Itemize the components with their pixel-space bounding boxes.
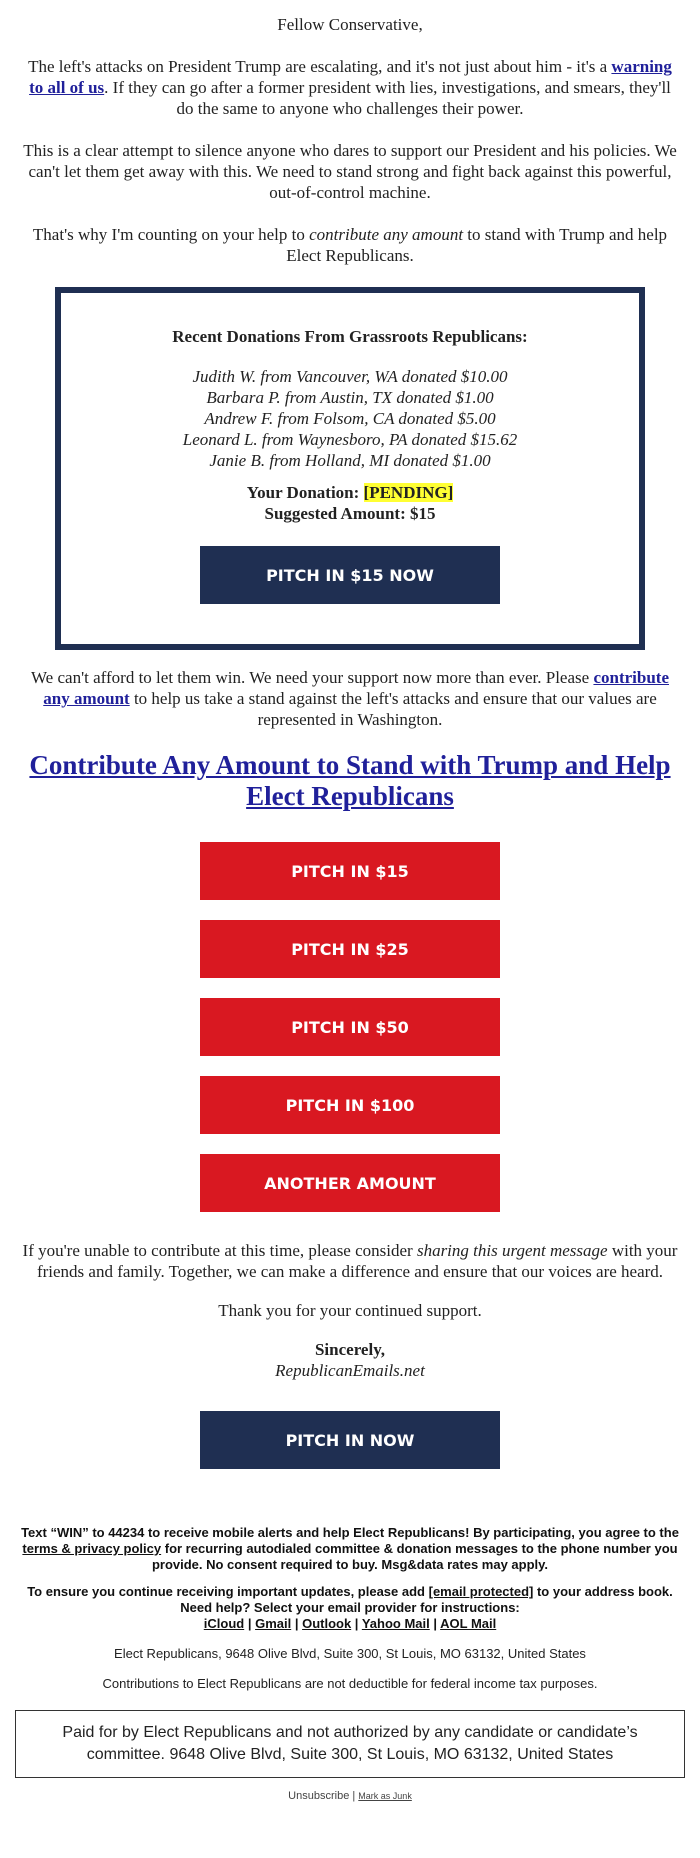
org-address: Elect Republicans, 9648 Olive Blvd, Suite 300, St Louis, MO 63132, United States [114,1646,586,1661]
aol-mail-link[interactable]: AOL Mail [440,1616,497,1631]
donor-item: Andrew F. from Folsom, CA donated $5.00 [204,409,496,428]
paragraph-counting [0,224,700,266]
pitch-in-100-button[interactable]: PITCH IN $100 [200,1076,500,1134]
unsubscribe-bar [0,1790,700,1802]
greeting: Fellow Conservative, [277,15,423,34]
address-book-notice [18,1584,682,1632]
recent-donations-box [55,287,645,650]
paid-for-disclaimer: Paid for by Elect Republicans and not authorized by any candidate or candidate’s committee. 9648 Olive Blvd, Suite 300, St Louis, MO 63132, United States [15,1710,685,1778]
headline-link[interactable]: Contribute Any Amount to Stand with Trump and Help Elect Republicans [29,750,671,811]
your-donation-line [61,482,639,503]
terms-privacy-link[interactable]: terms & privacy policy [22,1541,162,1556]
your-donation-label: Your Donation: [246,483,360,502]
donor-item: Leonard L. from Waynesboro, PA donated $15.62 [182,430,518,449]
separator: | [352,1790,356,1802]
thanks-text: Thank you for your continued support. [218,1301,482,1320]
paragraph-text: . If they can go after a former president with lies, investigations, and smears, they'll do the same to anyone who challenges their power. [104,78,671,118]
another-amount-button[interactable]: ANOTHER AMOUNT [200,1154,500,1212]
paragraph-sharing [0,1240,700,1282]
separator: | [429,1616,441,1631]
email-address-link[interactable]: [email protected] [428,1584,534,1599]
pitch-in-25-button[interactable]: PITCH IN $25 [200,920,500,978]
separator: | [244,1616,256,1631]
paragraph-text: We can't afford to let them win. We need your support now more than ever. Please [31,668,594,687]
footer-text: To ensure you continue receiving important updates, please add [27,1584,429,1599]
mark-as-junk-link[interactable]: Mark as Junk [358,1791,412,1801]
suggested-amount: Suggested Amount: $15 [264,504,436,523]
paragraph-text: That's why I'm counting on your help to [32,225,310,244]
pitch-in-now-button[interactable]: PITCH IN NOW [200,1411,500,1469]
icloud-link[interactable]: iCloud [203,1616,245,1631]
pitch-in-15-button[interactable]: PITCH IN $15 [200,842,500,900]
paragraph-text: with your friends and family. Together, we can make a difference and ensure that our voices are heard. [36,1241,678,1281]
donor-item: Judith W. from Vancouver, WA donated $10.00 [192,367,508,386]
paragraph-text: to help us take a stand against the left's attacks and ensure that our values are represented in Washington. [129,689,657,729]
tax-note: Contributions to Elect Republicans are not deductible for federal income tax purposes. [102,1676,598,1691]
warning-link[interactable]: warning to all of us [29,57,672,97]
paragraph-text: If you're unable to contribute at this time, please consider [22,1241,417,1260]
headline [22,750,678,812]
footer-text: Text “WIN” to 44234 to receive mobile alerts and help Elect Republicans! By participating, you agree to the [21,1525,679,1540]
gmail-link[interactable]: Gmail [255,1616,292,1631]
pending-status-badge: [PENDING] [363,483,454,502]
paragraph-silence: This is a clear attempt to silence anyone who dares to support our President and his policies. We can't let them get away with this. We need to stand strong and fight back against this powerful, out-of-control machine. [23,141,677,202]
signoff: Sincerely, [314,1340,386,1359]
emphasis-text: sharing this urgent message [416,1241,608,1260]
paragraph-text: to stand with Trump and help Elect Republicans. [286,225,668,265]
footer-text: for recurring autodialed committee & donation messages to the phone number you provide. No consent required to buy. Msg&data rates may apply. [151,1541,678,1572]
paragraph-attacks [0,56,700,119]
contribute-any-amount-link[interactable]: contribute any amount [43,668,669,708]
yahoo-mail-link[interactable]: Yahoo Mail [361,1616,430,1631]
donor-item: Barbara P. from Austin, TX donated $1.00 [206,388,494,407]
pitch-in-15-now-button[interactable]: PITCH IN $15 NOW [200,546,500,604]
unsubscribe-link[interactable]: Unsubscribe [288,1790,350,1802]
paragraph-text: The left's attacks on President Trump are escalating, and it's not just about him - it's a [28,57,612,76]
separator: | [291,1616,303,1631]
donor-item: Janie B. from Holland, MI donated $1.00 [209,451,491,470]
emphasis-text: contribute any amount [309,225,464,244]
pitch-in-50-button[interactable]: PITCH IN $50 [200,998,500,1056]
footer-text: to your address book. Need help? Select your email provider for instructions: [180,1584,673,1615]
sms-disclaimer [18,1525,682,1573]
signature: RepublicanEmails.net [275,1361,425,1380]
recent-donations-title: Recent Donations From Grassroots Republicans: [172,327,528,346]
paragraph-cant-afford [0,667,700,730]
outlook-link[interactable]: Outlook [302,1616,352,1631]
separator: | [351,1616,362,1631]
